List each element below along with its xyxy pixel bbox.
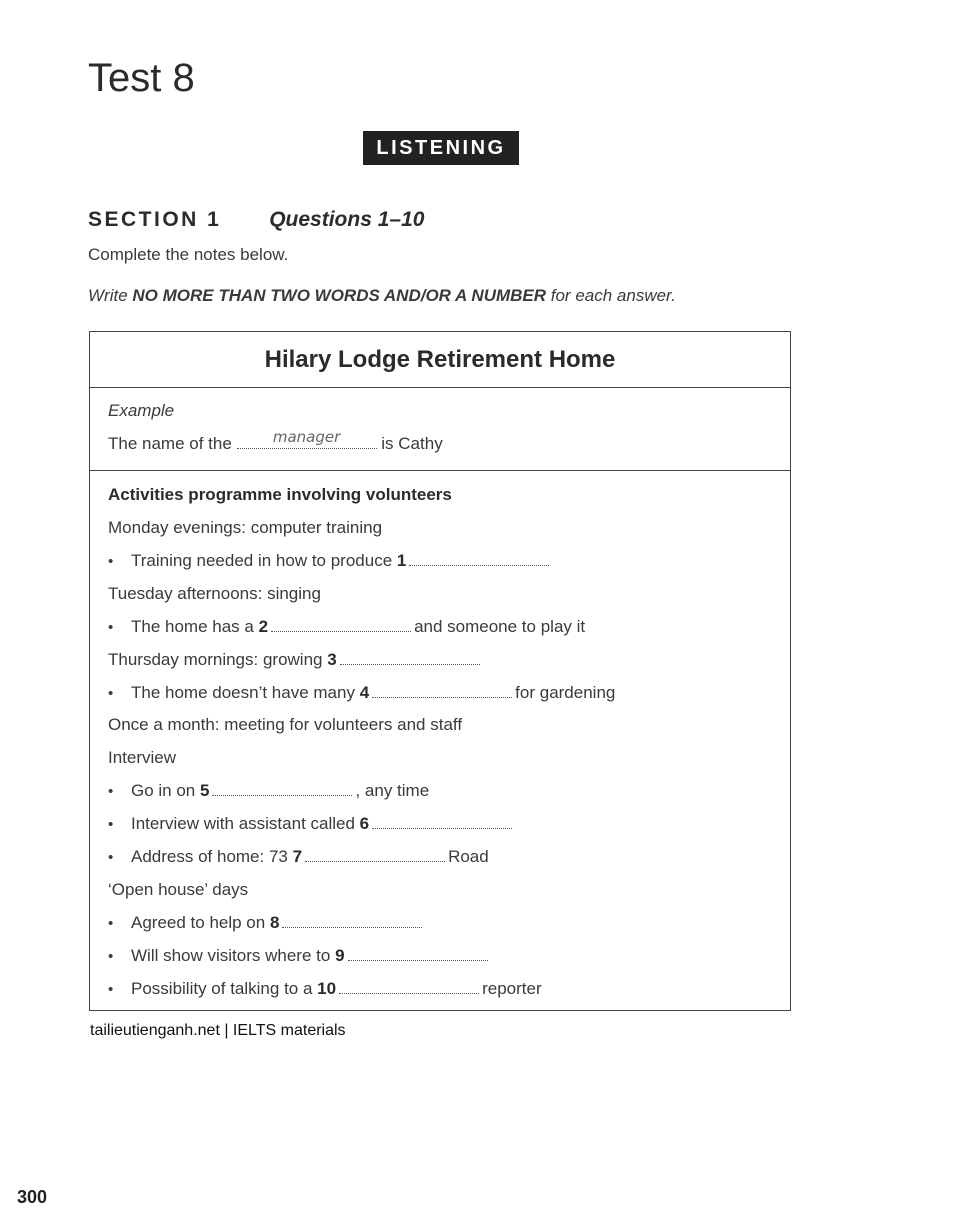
instruction-word-limit-bold: NO MORE THAN TWO WORDS AND/OR A NUMBER	[132, 286, 547, 305]
bullet-icon: •	[108, 849, 114, 866]
question-1-line	[108, 551, 552, 571]
question-4-text-before: The home doesn’t have many	[131, 682, 355, 702]
notes-title: Hilary Lodge Retirement Home	[90, 332, 790, 388]
example-before: The name of the	[108, 434, 232, 453]
example-answer: manager	[272, 428, 341, 446]
answer-gap-6[interactable]	[372, 816, 512, 829]
notes-line-text: Tuesday afternoons: singing	[108, 583, 321, 603]
instruction-word-limit	[88, 286, 676, 306]
bullet-icon: •	[108, 552, 114, 570]
question-7-text-after: Road	[448, 847, 489, 866]
bullet-icon: •	[108, 783, 114, 801]
example-label: Example	[108, 401, 175, 420]
question-number-3: 3	[327, 649, 337, 669]
question-3-text-before: Thursday mornings: growing	[108, 649, 323, 669]
notes-line-text: Monday evenings: computer training	[108, 518, 383, 537]
answer-gap-10[interactable]	[339, 981, 479, 994]
example-row	[90, 387, 790, 471]
bullet-icon: •	[108, 947, 114, 965]
question-5-text-after: , any time	[355, 781, 430, 801]
question-number-10: 10	[317, 978, 337, 998]
question-6-line	[108, 814, 515, 834]
question-number-7: 7	[292, 847, 303, 866]
bullet-icon: •	[108, 618, 114, 636]
answer-gap-7[interactable]	[305, 849, 445, 862]
answer-gap-3[interactable]	[340, 652, 480, 665]
question-3-line	[108, 650, 483, 670]
instruction-word-limit-pre: Write	[88, 286, 133, 305]
page-number: 300	[17, 1187, 48, 1207]
answer-gap-4[interactable]	[372, 685, 512, 698]
notes-line-text: Once a month: meeting for volunteers and staff	[108, 715, 463, 735]
question-1-text-before: Training needed in how to produce	[131, 550, 393, 570]
question-number-1: 1	[396, 550, 407, 570]
question-9-text-before: Will show visitors where to	[131, 945, 331, 965]
question-4-text-after: for gardening	[515, 682, 616, 702]
answer-gap-5[interactable]	[212, 783, 352, 796]
example-sentence	[108, 428, 443, 454]
bullet-icon: •	[108, 980, 114, 998]
question-number-9: 9	[335, 945, 345, 965]
question-4-line	[108, 683, 615, 703]
question-2-text-before: The home has a	[131, 616, 254, 636]
bullet-icon: •	[108, 684, 114, 702]
question-10-text-after: reporter	[482, 978, 542, 998]
notes-line	[108, 880, 248, 900]
question-2-line	[108, 617, 585, 637]
question-7-text-before: Address of home: 73	[131, 847, 288, 866]
listening-badge: LISTENING	[363, 131, 519, 165]
section-questions: Questions 1–10	[269, 208, 425, 231]
activities-heading: Activities programme involving volunteers	[108, 485, 452, 504]
notes-line	[108, 748, 176, 768]
footer-source: tailieutienganh.net | IELTS materials	[90, 1022, 346, 1039]
notes-line	[108, 715, 462, 735]
question-number-2: 2	[258, 616, 269, 636]
question-7-line	[108, 847, 489, 867]
question-5-line	[108, 781, 429, 801]
example-after: is Cathy	[381, 434, 443, 453]
notes-line-text: Interview	[108, 748, 177, 768]
question-8-line	[108, 913, 425, 933]
example-answer-slot	[237, 428, 377, 449]
test-title: Test 8	[88, 56, 195, 100]
question-2-text-after: and someone to play it	[414, 616, 586, 636]
notes-line-text: ‘Open house’ days	[108, 879, 249, 899]
question-number-6: 6	[359, 814, 370, 834]
question-6-text-before: Interview with assistant called	[131, 814, 355, 834]
instruction-complete-notes: Complete the notes below.	[88, 245, 289, 264]
notes-line	[108, 584, 321, 604]
answer-gap-8[interactable]	[282, 915, 422, 928]
instruction-word-limit-post: for each answer.	[546, 286, 676, 305]
question-10-line	[108, 979, 542, 999]
answer-gap-9[interactable]	[348, 948, 488, 961]
notes-box	[89, 331, 791, 1011]
notes-line	[108, 518, 382, 538]
question-8-text-before: Agreed to help on	[131, 912, 266, 932]
question-10-text-before: Possibility of talking to a	[131, 978, 313, 998]
question-9-line	[108, 946, 491, 966]
question-number-5: 5	[200, 781, 210, 801]
section-header	[88, 208, 424, 232]
question-number-4: 4	[359, 682, 370, 702]
bullet-icon: •	[108, 914, 114, 932]
bullet-icon: •	[108, 816, 114, 834]
section-label: SECTION 1	[88, 208, 222, 231]
question-5-text-before: Go in on	[131, 781, 196, 801]
answer-gap-2[interactable]	[271, 619, 411, 632]
answer-gap-1[interactable]	[409, 553, 549, 566]
question-number-8: 8	[269, 912, 280, 932]
